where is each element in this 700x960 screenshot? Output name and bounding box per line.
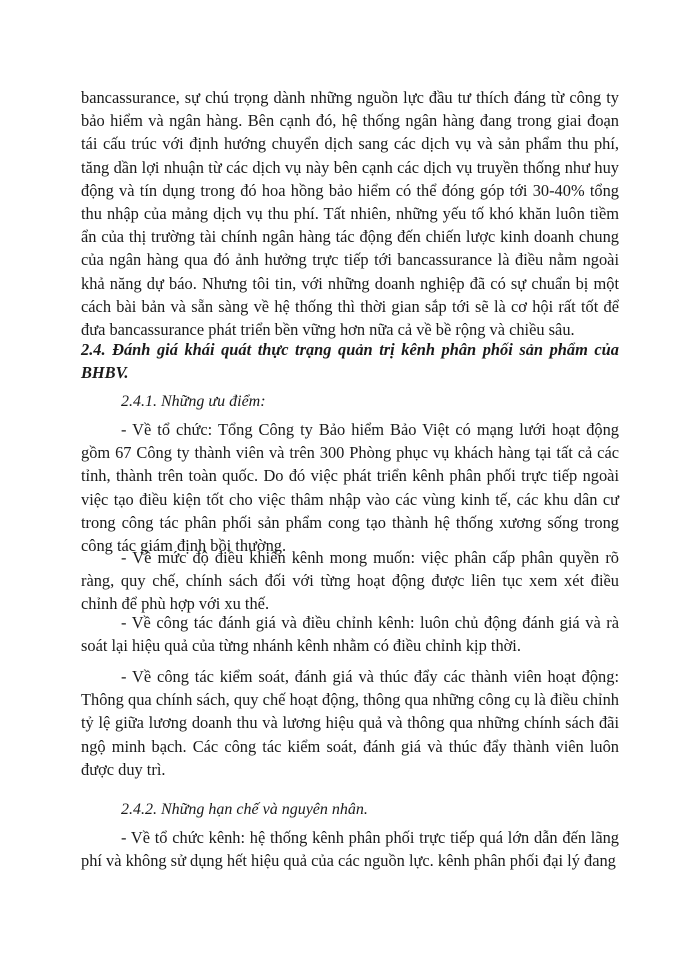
subsection-1-title: 2.4.1. Những ưu điểm: [121, 393, 266, 410]
strength-organization-paragraph: - Về tổ chức: Tổng Công ty Bảo hiểm Bảo Việt có mạng lưới hoạt động gồm 67 Công ty thành viên và trên 300 Phòng phục vụ khách hàng tại tất cả các tỉnh, thành trên toàn quốc. Do đó việc phát triển kênh phân phối trực tiếp ngoài việc tạo điều kiện tốt cho việc thâm nhập vào các vùng kinh tế, các khu dân cư trong công tác phân phối sản phẩm cong tạo thành hệ thống xương sống trong công tác giám định bồi thường. [81, 420, 619, 556]
limitation-organization-paragraph: - Về tổ chức kênh: hệ thống kênh phân phối trực tiếp quá lớn dẫn đến lãng phí và không sử dụng hết hiệu quả của các nguồn lực. kênh phân phối đại lý đang [81, 828, 619, 871]
subsection-2-title: 2.4.2. Những hạn chế và nguyên nhân. [121, 801, 368, 818]
strength-evaluation-paragraph: - Về công tác đánh giá và điều chỉnh kênh: luôn chủ động đánh giá và rà soát lại hiệu quả của từng nhánh kênh nhằm có điều chỉnh kịp thời. [81, 613, 619, 656]
strength-control-paragraph: - Về mức độ điều khiển kênh mong muốn: việc phân cấp phân quyền rõ ràng, quy chế, chính sách đối với từng hoạt động được liên tục xem xét điều chỉnh để phù hợp với xu thế. [81, 548, 619, 614]
intro-paragraph: bancassurance, sự chú trọng dành những nguồn lực đầu tư thích đáng từ công ty bảo hiểm và ngân hàng. Bên cạnh đó, hệ thống ngân hàng đang trong giai đoạn tái cấu trúc với định hướng chuyển dịch sang các dịch vụ và sản phẩm thu phí, tăng dần lợi nhuận từ các dịch vụ này bên cạnh các dịch vụ truyền thống như huy động và tín dụng trong đó hoa hồng bảo hiểm có thể đóng góp tới 30-40% tổng thu nhập của mảng dịch vụ thu phí. Tất nhiên, những yếu tố khó khăn luôn tiềm ẩn của thị trường tài chính ngân hàng tác động đến chiến lược kinh doanh chung của ngân hàng qua đó ảnh hưởng trực tiếp tới bancassurance là điều nằm ngoài khả năng dự báo. Nhưng tôi tin, với những doanh nghiệp đã có sự chuẩn bị một cách bài bản và sẵn sàng về hệ thống thì thời gian sắp tới sẽ là cơ hội rất tốt để đưa bancassurance phát triển bền vững hơn nữa cả về bề rộng và chiều sâu. [81, 88, 619, 340]
section-heading: 2.4. Đánh giá khái quát thực trạng quản trị kênh phân phối sản phẩm của BHBV. [81, 340, 619, 383]
strength-monitoring-paragraph: - Về công tác kiểm soát, đánh giá và thúc đẩy các thành viên hoạt động: Thông qua chính sách, quy chế hoạt động, thông qua những công cụ là điều chỉnh tỷ lệ giữa lương doanh thu và lương hiệu quả và thông qua những chính sách đãi ngộ minh bạch. Các công tác kiểm soát, đánh giá và thúc đẩy thành viên luôn được duy trì. [81, 667, 619, 779]
